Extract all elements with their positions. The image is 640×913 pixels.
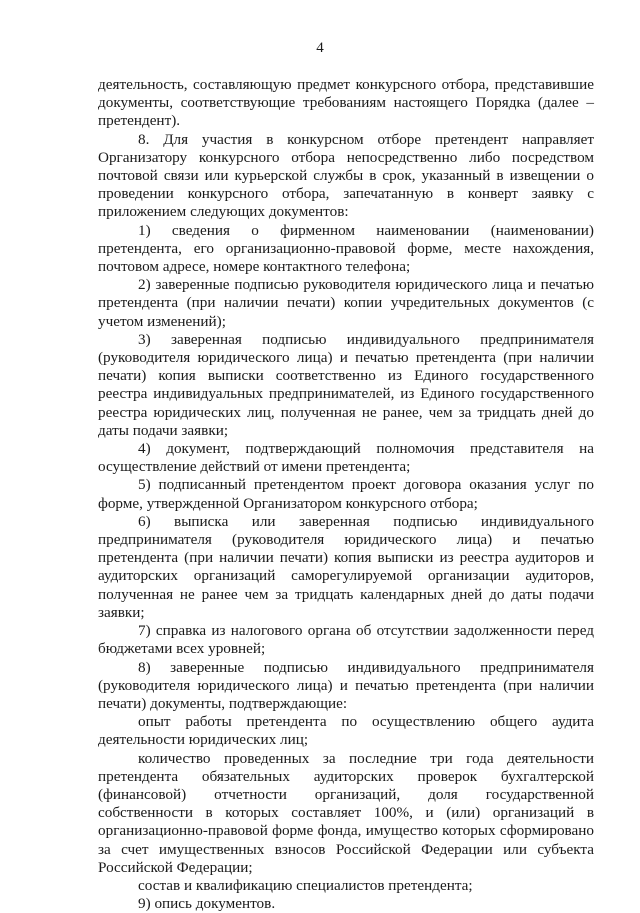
page-number: 4 [316,40,324,56]
sub-item-experience: опыт работы претендента по осуществлению общего аудита деятельности юридических лиц; [98,713,594,749]
list-item-6: 6) выписка или заверенная подписью индивидуального предпринимателя (руководителя юридического лица) и печатью претендента (при наличии печати) копия выписки из реестра аудиторов и аудиторских организаций саморегулируемой организации аудиторов, полученная не ранее чем за тридцать календарных дней до даты подачи заявки; [98,512,594,621]
sub-item-staff: состав и квалификацию специалистов претендента; [138,876,473,894]
paragraph-continuation: деятельность, составляющую предмет конкурсного отбора, представившие документы, соответствующие требованиям настоящего Порядка (далее – претендент). [98,76,594,130]
list-item-8: 8) заверенные подписью индивидуального предпринимателя (руководителя юридического лица) и печатью претендента (при наличии печати) документы, подтверждающие: [98,658,594,712]
paragraph-item-8: 8. Для участия в конкурсном отборе претендент направляет Организатору конкурсного отбора непосредственно либо посредством почтовой связи или курьерской службы в срок, указанный в извещении о проведении конкурсного отбора, запечатанную в конверт заявку с приложением следующих документов: [98,130,594,221]
list-item-3: 3) заверенная подписью индивидуального предпринимателя (руководителя юридического лица) и печатью претендента (при наличии печати) копия выписки соответственно из Единого государственного реестра индивидуальных предпринимателей, из Единого государственного реестра юридических лиц, полученная не ранее, чем за тридцать дней до даты подачи заявки; [98,330,594,439]
list-item-9: 9) опись документов. [138,895,276,913]
list-item-2: 2) заверенные подписью руководителя юридического лица и печатью претендента (при наличии печати) копии учредительных документов (с учетом изменений); [98,276,594,330]
list-item-7: 7) справка из налогового органа об отсутствии задолженности перед бюджетами всех уровней; [98,622,594,658]
list-item-5: 5) подписанный претендентом проект договора оказания услуг по форме, утвержденной Организатором конкурсного отбора; [98,476,594,512]
document-body [98,76,594,913]
list-item-1: 1) сведения о фирменном наименовании (наименовании) претендента, его организационно-правовой форме, месте нахождения, почтовом адресе, номере контактного телефона; [98,221,594,276]
list-item-4: 4) документ, подтверждающий полномочия представителя на осуществление действий от имени претендента; [98,440,594,476]
sub-item-audit-count: количество проведенных за последние три года деятельности претендента обязательных аудиторских проверок бухгалтерской (финансовой) отчетности организаций, доля государственной собственности в которых составляет 100%, и (или) организаций в организационно-правовой форме фонда, имущество которых сформировано за счет имущественных взносов Российской Федерации или субъекта Российской Федерации; [98,749,594,876]
